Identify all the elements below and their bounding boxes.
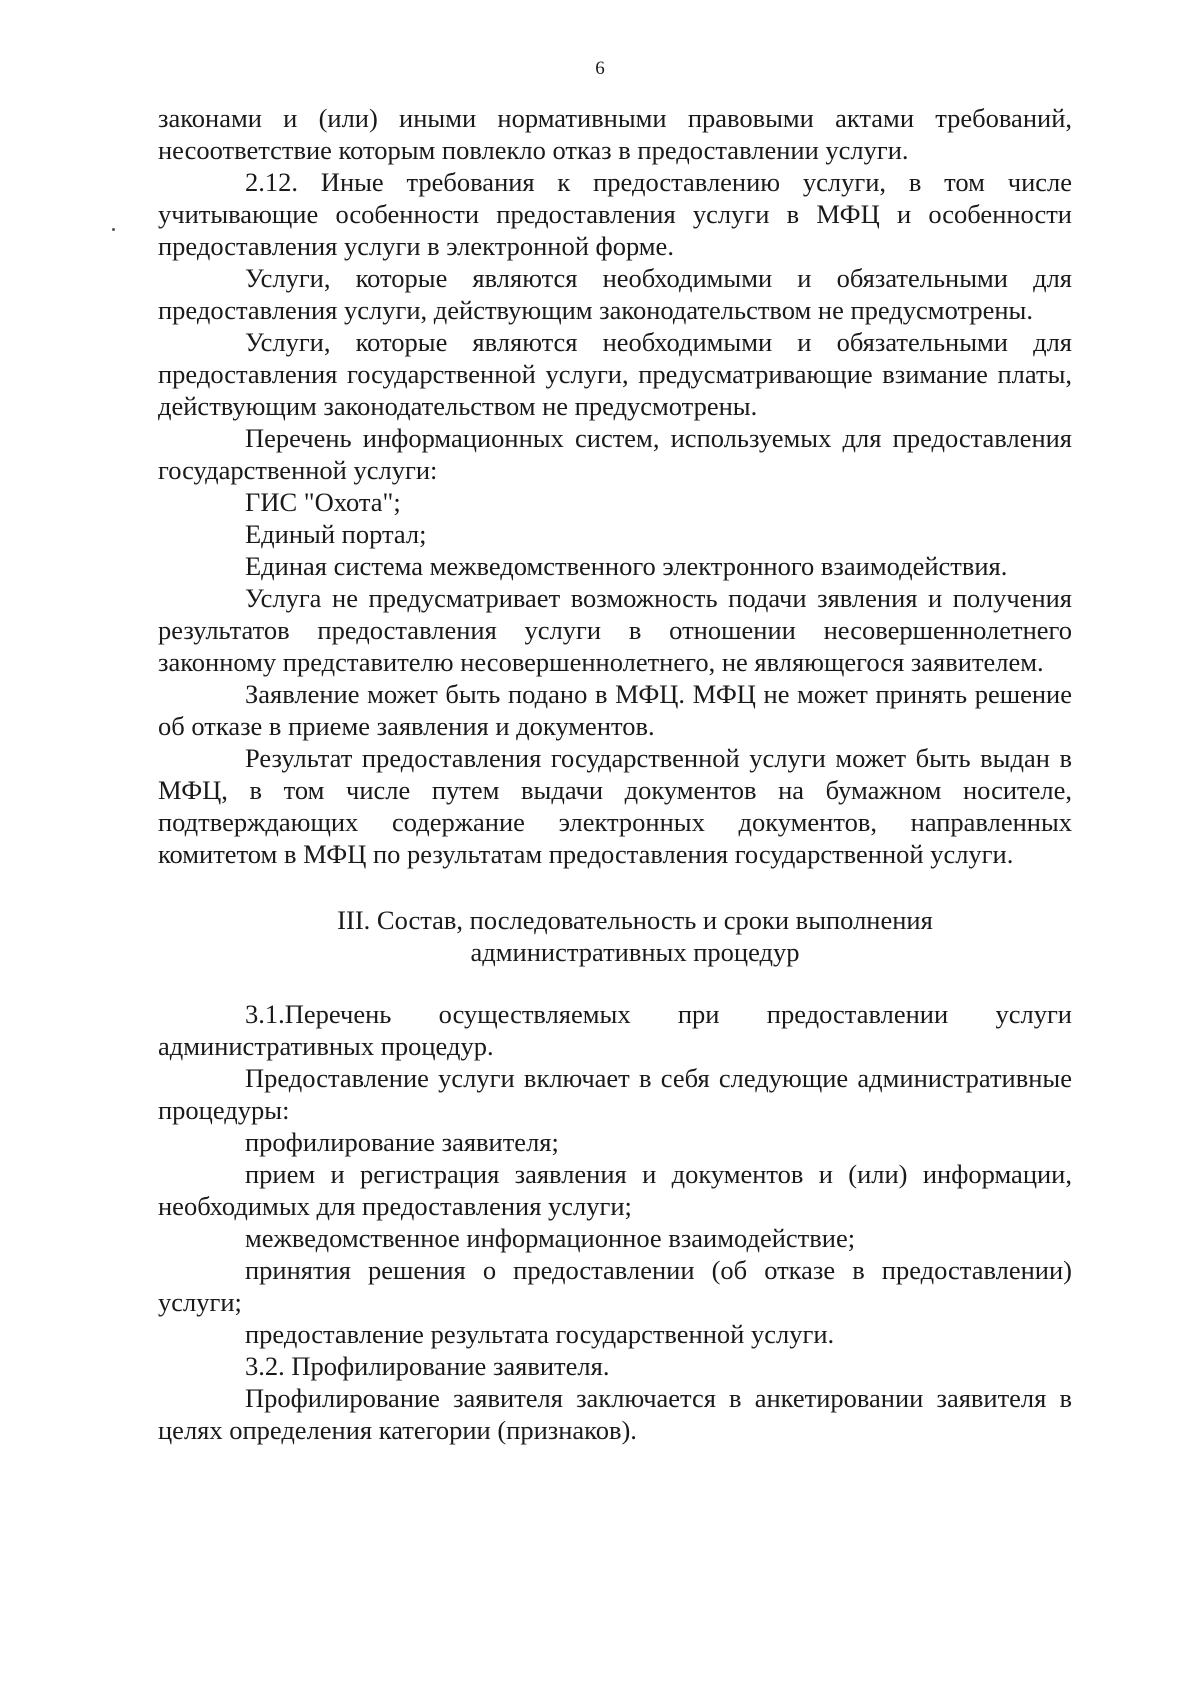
document-body [158,102,1072,1446]
section-heading-line-1: III. Состав, последовательность и сроки выполнения [337,905,933,935]
page-number: 6 [595,58,605,79]
paragraph: Услуга не предусматривает возможность подачи зявления и получения результатов предоставления услуги в отношении несовершеннолетнего законному представителю несовершеннолетнего, не являющегося заявителем. [158,583,1072,677]
paragraph: 3.2. Профилирование заявителя. [245,1351,610,1381]
paragraph: 2.12. Иные требования к предоставлению услуги, в том числе учитывающие особенности предоставления услуги в МФЦ и особенности предоставления услуги в электронной форме. [158,167,1072,261]
paragraph: Услуги, которые являются необходимыми и обязательными для предоставления услуги, действующим законодательством не предусмотрены. [158,263,1072,325]
paragraph: предоставление результата государственной услуги. [245,1319,835,1349]
paragraph: Предоставление услуги включает в себя следующие административные процедуры: [158,1063,1072,1125]
scan-speck [112,228,115,231]
paragraph: ГИС "Охота"; [245,487,401,517]
paragraph: принятия решения о предоставлении (об отказе в предоставлении) услуги; [158,1255,1072,1317]
paragraph: межведомственное информационное взаимодействие; [245,1223,856,1253]
paragraph: Результат предоставления государственной услуги может быть выдан в МФЦ, в том числе путем выдачи документов на бумажном носителе, подтверждающих содержание электронных документов, направленных комитетом в МФЦ по результатам предоставления государственной услуги. [158,743,1072,869]
section-heading [158,904,1072,968]
paragraph: прием и регистрация заявления и документов и (или) информации, необходимых для предоставления услуги; [158,1159,1072,1221]
paragraph: законами и (или) иными нормативными правовыми актами требований, несоответствие которым повлекло отказ в предоставлении услуги. [158,103,1072,165]
paragraphs-after-section [158,998,1072,1446]
paragraph: профилирование заявителя; [245,1127,559,1157]
paragraph: Перечень информационных систем, используемых для предоставления государственной услуги: [158,423,1072,485]
paragraph: Единый портал; [245,519,427,549]
paragraph: Услуги, которые являются необходимыми и обязательными для предоставления государственной услуги, предусматривающие взимание платы, действующим законодательством не предусмотрены. [158,327,1072,421]
paragraph: Профилирование заявителя заключается в анкетировании заявителя в целях определения категории (признаков). [158,1383,1072,1445]
section-heading-line-2: административных процедур [470,937,800,967]
paragraphs-before-section [158,102,1072,870]
paragraph: Заявление может быть подано в МФЦ. МФЦ не может принять решение об отказе в приеме заявления и документов. [158,679,1072,741]
paragraph: Единая система межведомственного электронного взаимодействия. [245,551,1008,581]
paragraph: 3.1.Перечень осуществляемых при предоставлении услуги административных процедур. [158,999,1072,1061]
